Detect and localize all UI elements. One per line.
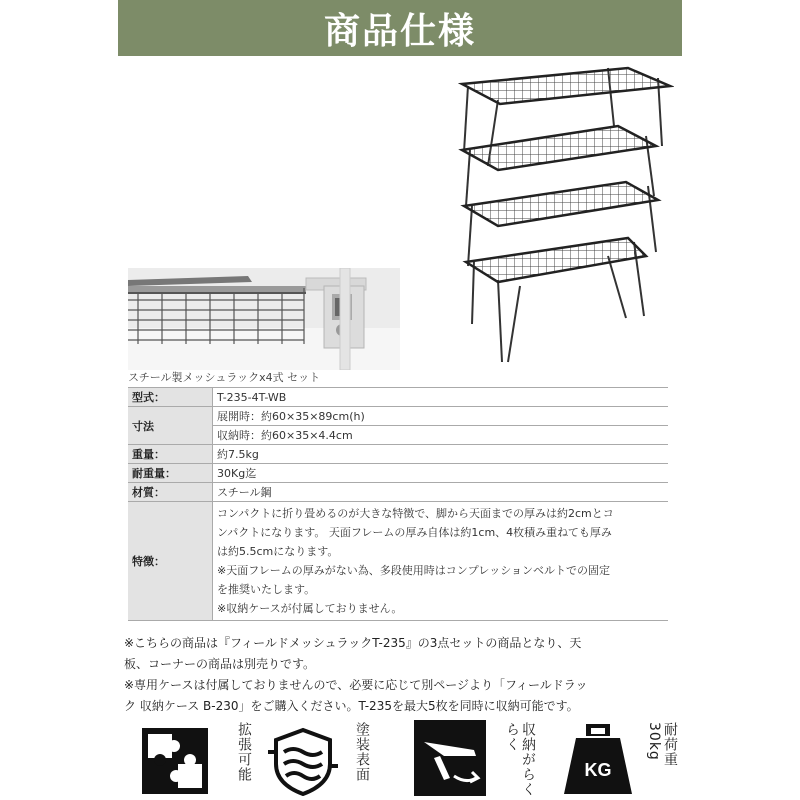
kg-weight-icon — [562, 720, 634, 796]
feature-line: ※収納ケースが付属しておりません。 — [217, 602, 403, 615]
spec-row-model — [128, 388, 668, 407]
spec-label: 重量： — [128, 445, 213, 464]
spec-row-size-open — [128, 407, 668, 426]
stacked-rack-photo — [458, 66, 674, 368]
feature-expandable — [140, 716, 270, 800]
feature-easy-storage — [414, 716, 544, 800]
spec-value: 収納時：約60×35×4.4cm — [213, 426, 669, 445]
notes — [124, 633, 680, 717]
caliper-detail-photo — [128, 268, 400, 370]
spec-label: 特徴： — [128, 502, 213, 621]
spec-value — [213, 502, 669, 621]
feature-coated — [268, 716, 398, 800]
feature-line: を推奨いたします。 — [217, 583, 316, 596]
spec-label: 寸法 — [128, 407, 213, 445]
note-line: 板、コーナーの商品は別売りです。 — [124, 657, 316, 671]
feature-label: 耐荷重30kg — [646, 722, 678, 767]
feature-label: 塗装表面 — [354, 722, 370, 782]
kg-badge-text: KG — [584, 760, 612, 780]
spec-value: 約7.5kg — [213, 445, 669, 464]
feature-label: 拡張可能 — [236, 722, 252, 782]
spec-row-load — [128, 464, 668, 483]
spec-row-features — [128, 502, 668, 621]
note-line: ク 収納ケース B-230」をご購入ください。T-235を最大5枚を同時に収納可能です。 — [124, 699, 579, 713]
photo-caption: スチール製メッシュラックx4式 セット — [128, 371, 321, 384]
spec-label: 材質： — [128, 483, 213, 502]
note-line: ※こちらの商品は『フィールドメッシュラックT-235』の3点セットの商品となり、天 — [124, 636, 582, 650]
foldable-leg-icon — [414, 720, 486, 796]
spec-table — [128, 387, 668, 621]
coating-shield-icon — [268, 726, 338, 796]
feature-line: ンパクトになります。 天面フレームの厚み自体は約1cm、4枚積み重ねても厚み — [217, 526, 612, 539]
feature-icons — [118, 716, 682, 800]
spec-value: スチール鋼 — [213, 483, 669, 502]
spec-row-weight — [128, 445, 668, 464]
page-title: 商品仕様 — [323, 10, 476, 52]
spec-row-material — [128, 483, 668, 502]
feature-line: は約5.5cmになります。 — [217, 545, 339, 558]
note-line: ※専用ケースは付属しておりませんので、必要に応じて別ページより「フィールドラッ — [124, 678, 588, 692]
puzzle-icon — [140, 726, 210, 796]
spec-label: 耐重量： — [128, 464, 213, 483]
spec-value: 展開時：約60×35×89cm(h) — [213, 407, 669, 426]
feature-line: ※天面フレームの厚みがない為、多段使用時はコンプレッションベルトでの固定 — [217, 564, 611, 577]
feature-line: コンパクトに折り畳めるのが大きな特徴で、脚から天面までの厚みは約2cmとコ — [217, 507, 614, 520]
header-bar — [118, 0, 682, 56]
spec-value: 30Kg迄 — [213, 464, 669, 483]
spec-value: T-235-4T-WB — [213, 388, 669, 407]
spec-label: 型式： — [128, 388, 213, 407]
feature-load-capacity — [562, 716, 682, 800]
feature-label: 収納がらくらく — [504, 722, 536, 797]
